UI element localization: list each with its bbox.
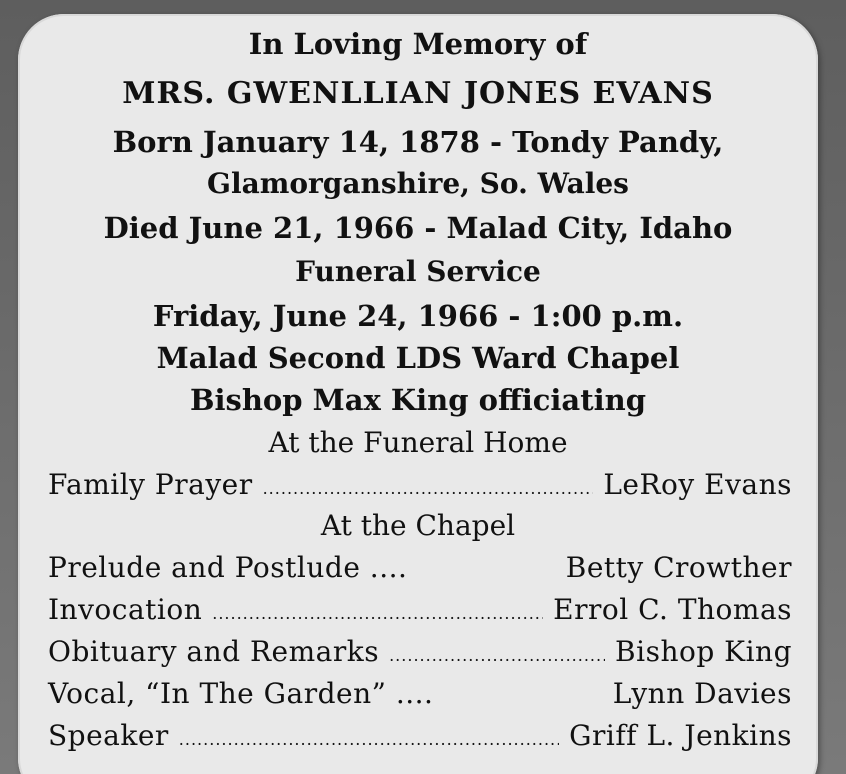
program-name: Griff L. Jenkins [569, 719, 792, 752]
service-place: Malad Second LDS Ward Chapel [156, 341, 680, 375]
dot-leader [389, 648, 605, 664]
program-label: Invocation [48, 593, 203, 626]
program-row-vocal [48, 677, 792, 710]
service-title: Funeral Service [295, 255, 541, 288]
section-chapel: At the Chapel [320, 509, 516, 542]
program-label: Vocal, “In The Garden” .... [48, 677, 434, 710]
memory-heading: In Loving Memory of [248, 27, 588, 61]
program-label: Obituary and Remarks [48, 635, 380, 668]
dot-leader [263, 481, 594, 497]
deceased-name: MRS. GWENLLIAN JONES EVANS [122, 76, 714, 111]
officiating-line: Bishop Max King officiating [189, 383, 646, 417]
memorial-card [18, 14, 818, 774]
birth-place-line: Glamorganshire, So. Wales [207, 167, 629, 200]
dot-leader [179, 732, 559, 748]
section-funeral-home: At the Funeral Home [268, 426, 568, 459]
program-row-invocation [48, 593, 792, 626]
program-name: LeRoy Evans [603, 468, 792, 501]
service-time: Friday, June 24, 1966 - 1:00 p.m. [152, 299, 684, 333]
program-name: Bishop King [615, 635, 792, 668]
dot-leader [212, 606, 543, 622]
program-label: Prelude and Postlude .... [48, 551, 408, 584]
program-label: Speaker [48, 719, 169, 752]
program-name: Errol C. Thomas [553, 593, 792, 626]
program-row-obituary [48, 635, 792, 668]
program-row-family-prayer [48, 468, 792, 501]
birth-line: Born January 14, 1878 - Tondy Pandy, [112, 125, 724, 159]
program-name: Lynn Davies [612, 677, 792, 710]
program-name: Betty Crowther [565, 551, 792, 584]
program-label: Family Prayer [48, 468, 253, 501]
program-row-speaker [48, 719, 792, 752]
death-line: Died June 21, 1966 - Malad City, Idaho [103, 211, 733, 245]
program-row-prelude [48, 551, 792, 584]
